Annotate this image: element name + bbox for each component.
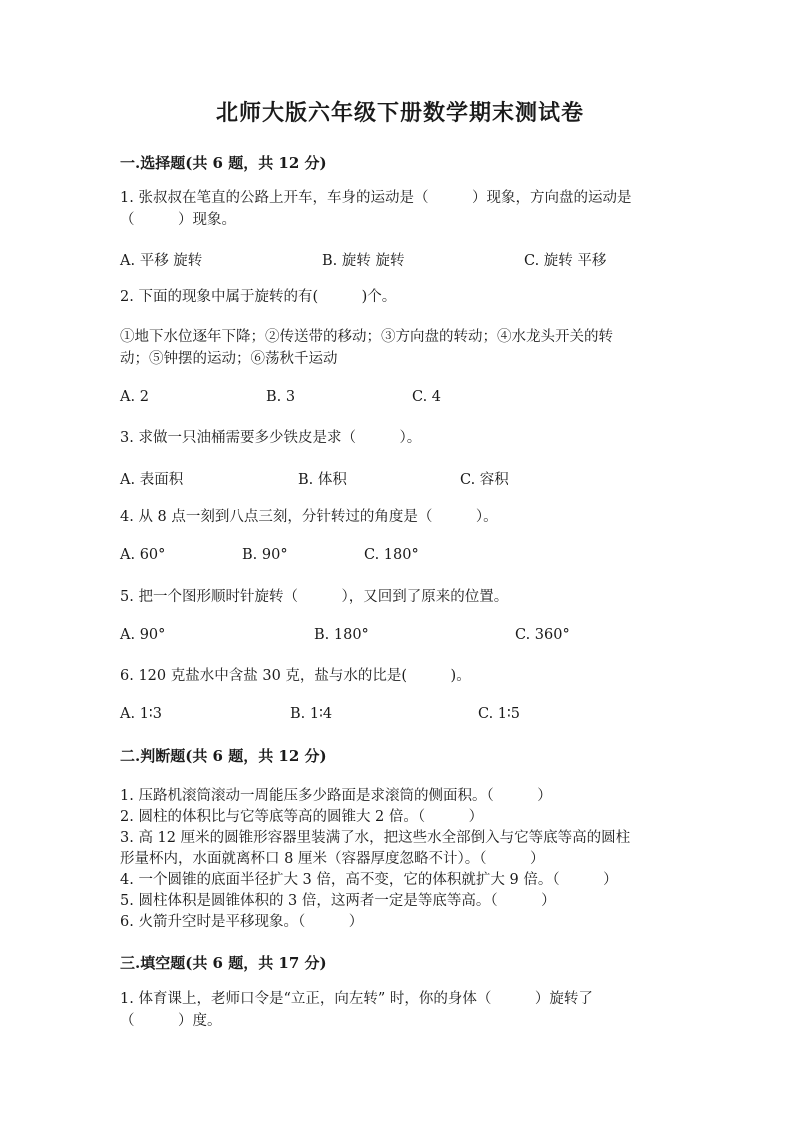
question-detail: 动；⑤钟摆的运动；⑥荡秋千运动 — [120, 351, 338, 367]
section-heading-choice: 一.选择题(共 6 题，共 12 分) — [120, 154, 327, 172]
option-c: C. 360° — [515, 627, 570, 643]
option-a: A. 表面积 — [120, 472, 184, 488]
judge-line: 5. 圆柱体积是圆锥体积的 3 倍，这两者一定是等底等高。（ ） — [120, 893, 556, 909]
question-text: 2. 下面的现象中属于旋转的有( )个。 — [120, 289, 397, 305]
option-a: A. 平移 旋转 — [120, 253, 203, 269]
option-c: C. 180° — [364, 547, 419, 563]
option-a: A. 90° — [120, 627, 166, 643]
question-text: 1. 张叔叔在笔直的公路上开车，车身的运动是（ ）现象，方向盘的运动是 — [120, 190, 632, 206]
option-c: C. 旋转 平移 — [524, 253, 607, 269]
option-a: A. 1∶3 — [120, 706, 162, 722]
judge-line: 4. 一个圆锥的底面半径扩大 3 倍，高不变，它的体积就扩大 9 倍。（ ） — [120, 872, 618, 888]
option-b: B. 体积 — [298, 472, 347, 488]
option-c: C. 1∶5 — [478, 706, 521, 722]
judge-line: 6. 火箭升空时是平移现象。（ ） — [120, 914, 364, 930]
question-text: 1. 体育课上，老师口令是“立正，向左转” 时，你的身体（ ）旋转了 — [120, 991, 593, 1007]
option-b: B. 90° — [242, 547, 288, 563]
option-a: A. 60° — [120, 547, 166, 563]
option-c: C. 容积 — [460, 472, 509, 488]
judge-line: 形量杯内，水面就离杯口 8 厘米（容器厚度忽略不计）。（ ） — [120, 851, 545, 867]
question-text: 5. 把一个图形顺时针旋转（ ），又回到了原来的位置。 — [120, 589, 509, 605]
question-text: 4. 从 8 点一刻到八点三刻，分针转过的角度是（ ）。 — [120, 509, 498, 525]
option-b: B. 旋转 旋转 — [322, 253, 405, 269]
question-text: （ ）度。 — [120, 1013, 222, 1029]
page-title: 北师大版六年级下册数学期末测试卷 — [215, 100, 584, 126]
question-text: 6. 120 克盐水中含盐 30 克，盐与水的比是( )。 — [120, 668, 471, 684]
judge-line: 1. 压路机滚筒滚动一周能压多少路面是求滚筒的侧面积。（ ） — [120, 788, 552, 804]
section-heading-judge: 二.判断题(共 6 题，共 12 分) — [120, 747, 327, 765]
judge-line: 3. 高 12 厘米的圆锥形容器里装满了水，把这些水全部倒入与它等底等高的圆柱 — [120, 830, 631, 846]
option-b: B. 3 — [266, 389, 296, 405]
question-text: （ ）现象。 — [120, 212, 236, 228]
question-detail: ①地下水位逐年下降；②传送带的移动；③方向盘的转动；④水龙头开关的转 — [120, 329, 613, 345]
question-text: 3. 求做一只油桶需要多少铁皮是求（ ）。 — [120, 430, 422, 446]
option-a: A. 2 — [120, 389, 149, 405]
judge-line: 2. 圆柱的体积比与它等底等高的圆锥大 2 倍。（ ） — [120, 809, 484, 825]
option-b: B. 180° — [314, 627, 369, 643]
option-c: C. 4 — [412, 389, 442, 405]
option-b: B. 1∶4 — [290, 706, 333, 722]
section-heading-fill: 三.填空题(共 6 题，共 17 分) — [120, 954, 327, 972]
